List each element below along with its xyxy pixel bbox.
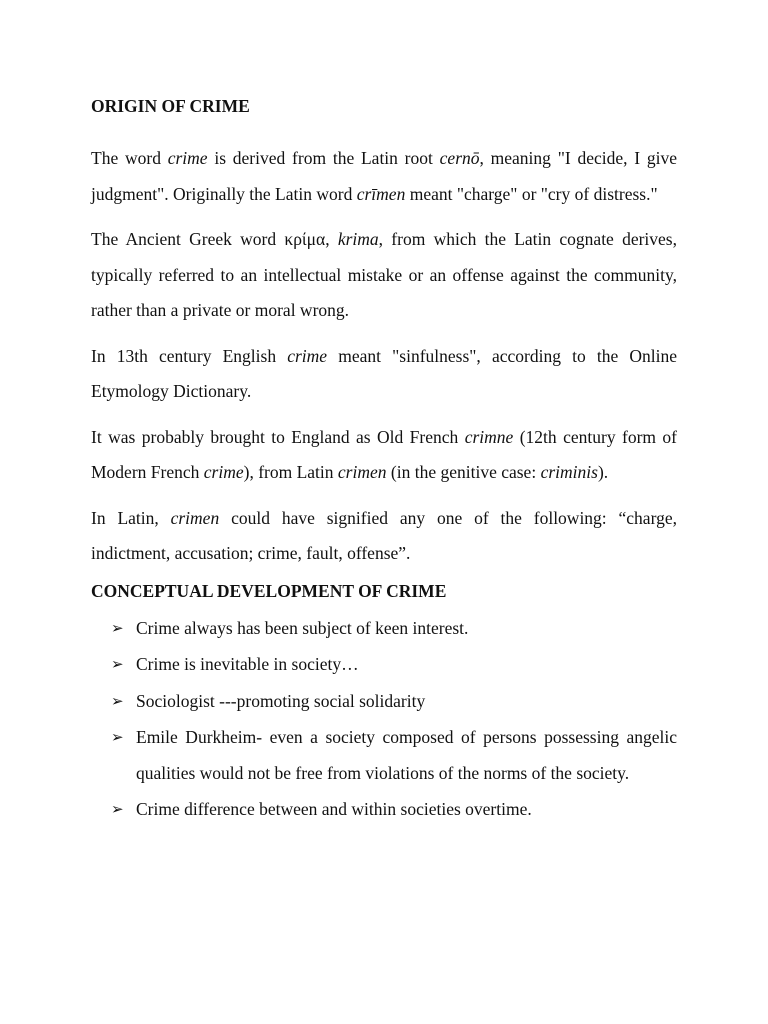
bullet-item — [91, 792, 677, 828]
text-run: (in the genitive case: — [386, 462, 541, 482]
italic-term: criminis — [540, 462, 598, 482]
section-heading-conceptual: CONCEPTUAL DEVELOPMENT OF CRIME — [91, 580, 447, 601]
text-run: The word — [91, 148, 168, 168]
bullet-text: Crime always has been subject of keen interest. — [136, 617, 469, 638]
italic-term: crime — [203, 462, 244, 482]
bullet-item — [91, 647, 677, 683]
arrow-bullet-icon: ➢ — [111, 618, 124, 637]
paragraph-4 — [91, 420, 677, 491]
italic-term: crimne — [464, 426, 514, 447]
bullet-item — [91, 684, 677, 720]
italic-term: cernō — [439, 148, 480, 168]
arrow-bullet-icon: ➢ — [111, 655, 124, 673]
italic-term: crīmen — [356, 183, 406, 204]
text-run: In 13th century English — [91, 345, 288, 366]
text-run: (12th century form of Modern French — [91, 426, 678, 482]
bullet-text: Sociologist ---promoting social solidarity — [136, 690, 426, 711]
text-run: could have signified any one of the following: “charge, indictment, accusation; crime, fault, offense”. — [91, 507, 677, 563]
origin-paragraphs — [91, 141, 677, 572]
text-run: is derived from the Latin root — [207, 148, 440, 168]
section-heading-origin: ORIGIN OF CRIME — [91, 96, 250, 116]
bullet-item — [91, 611, 677, 647]
bullet-list — [91, 611, 677, 828]
document-page — [91, 96, 677, 829]
paragraph-1 — [91, 141, 677, 212]
italic-term: crime — [287, 345, 328, 366]
arrow-bullet-icon: ➢ — [111, 728, 124, 746]
text-run: In Latin, — [91, 507, 171, 528]
bullet-item — [91, 720, 677, 791]
text-run: meant "sinfulness", according to the Online Etymology Dictionary. — [91, 345, 677, 401]
paragraph-5 — [91, 501, 677, 572]
paragraph-3 — [91, 339, 677, 410]
bullet-text: Emile Durkheim- even a society composed of persons possessing angelic qualities would not be free from violations of the norms of the society. — [136, 727, 677, 783]
text-run: The Ancient Greek word κρίμα, — [91, 229, 338, 249]
text-run: ). — [597, 462, 609, 482]
text-run: It was probably brought to England as Old French — [91, 426, 465, 447]
italic-term: crime — [167, 148, 208, 168]
text-run: ), from Latin — [243, 462, 338, 482]
paragraph-2 — [91, 222, 677, 329]
bullet-text: Crime is inevitable in society… — [136, 654, 359, 674]
italic-term: crimen — [337, 462, 387, 482]
bullet-text: Crime difference between and within societies overtime. — [136, 799, 532, 819]
arrow-bullet-icon: ➢ — [111, 691, 124, 710]
italic-term: crimen — [170, 507, 220, 528]
text-run: meant "charge" or "cry of distress." — [405, 183, 658, 204]
arrow-bullet-icon: ➢ — [111, 800, 124, 818]
text-run: , from which the Latin cognate derives, typically referred to an intellectual mistake or an offense against the community, rather than a private or moral wrong. — [91, 229, 677, 320]
italic-term: krima — [337, 229, 379, 249]
text-run: , meaning "I decide, I give judgment". Originally the Latin word — [91, 148, 677, 204]
